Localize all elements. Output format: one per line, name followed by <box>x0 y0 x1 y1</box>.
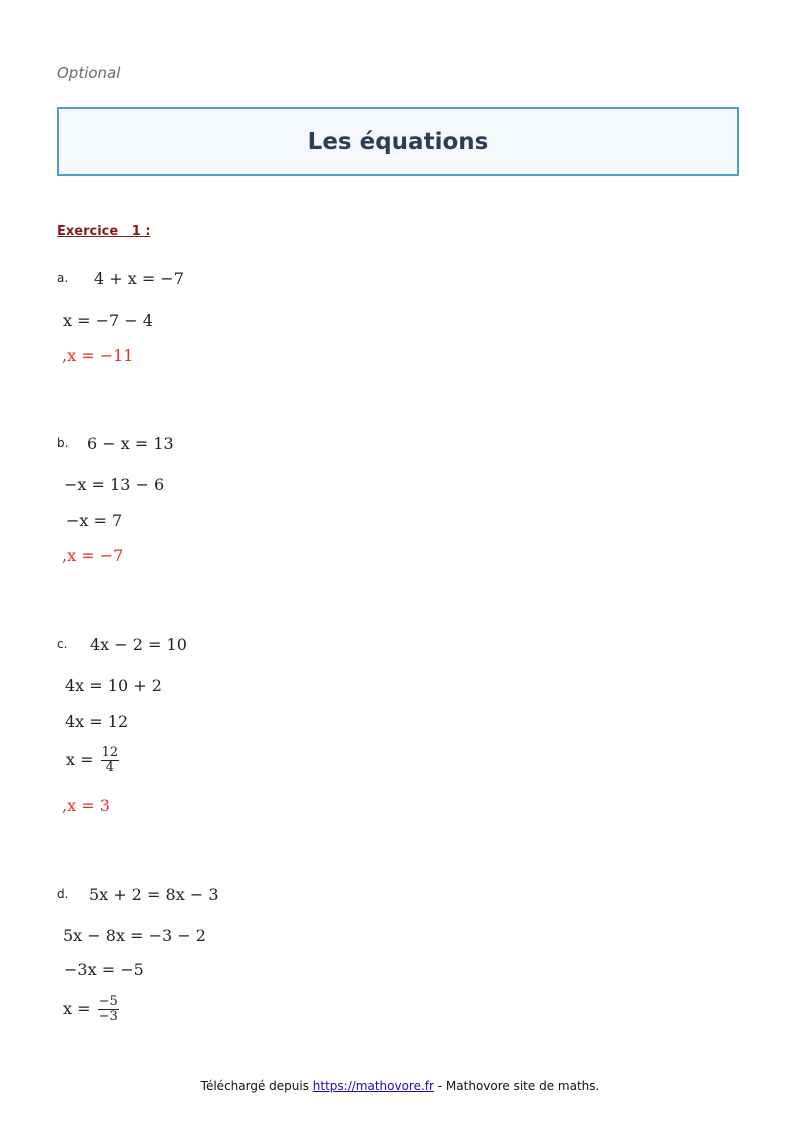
item-c-denominator: 4 <box>105 760 115 775</box>
item-d-fraction <box>98 995 119 1024</box>
item-a-equation: 4 + x = −7 <box>94 269 184 288</box>
item-b-step-1: −x = 13 − 6 <box>64 475 165 494</box>
item-d-step-1: 5x − 8x = −3 − 2 <box>63 926 206 945</box>
item-b-label: b. <box>57 436 69 450</box>
item-c-fraction-lhs: x = <box>66 750 94 769</box>
item-c-step-2: 4x = 12 <box>65 712 129 731</box>
item-a-label: a. <box>57 271 69 285</box>
footer-suffix: - Mathovore site de maths. <box>433 1079 600 1093</box>
item-c-label: c. <box>57 637 68 651</box>
page-title: Les équations <box>307 128 489 155</box>
item-d-denominator: −3 <box>98 1009 118 1024</box>
item-c-step-1: 4x = 10 + 2 <box>65 676 162 695</box>
item-c-equation: 4x − 2 = 10 <box>90 635 187 654</box>
item-d-numerator: −5 <box>98 994 118 1009</box>
item-c-fraction <box>101 746 120 775</box>
footer-link[interactable]: https://mathovore.fr <box>312 1079 434 1093</box>
footer <box>0 1079 800 1093</box>
item-d-fraction-lhs: x = <box>63 999 91 1018</box>
item-c-answer: ,x = 3 <box>62 796 110 815</box>
item-c-numerator: 12 <box>101 745 119 760</box>
item-b-step-2: −x = 7 <box>66 511 123 530</box>
item-c-fraction-step <box>66 746 119 775</box>
exercise-heading: Exercice 1 : <box>57 224 151 239</box>
optional-label: Optional <box>57 64 121 82</box>
item-b-equation: 6 − x = 13 <box>87 434 174 453</box>
footer-prefix: Téléchargé depuis <box>200 1079 313 1093</box>
item-a-answer: ,x = −11 <box>62 346 134 365</box>
item-a-step-1: x = −7 − 4 <box>63 311 153 330</box>
item-d-fraction-step <box>63 995 119 1024</box>
item-b-answer: ,x = −7 <box>62 546 124 565</box>
title-box <box>57 107 739 176</box>
item-d-step-2: −3x = −5 <box>64 960 144 979</box>
item-d-label: d. <box>57 887 69 901</box>
item-d-equation: 5x + 2 = 8x − 3 <box>89 885 219 904</box>
